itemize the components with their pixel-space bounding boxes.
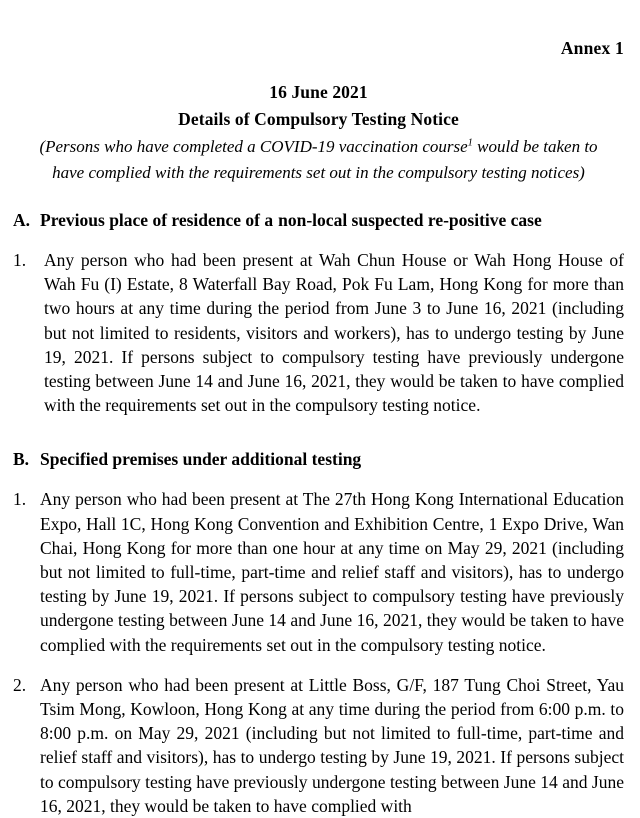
list-item: [13, 248, 624, 417]
document-date: 16 June 2021: [269, 82, 368, 102]
footnote-marker: 1: [467, 137, 473, 149]
section-a-title-part1: Previous place of residence of a: [40, 210, 274, 230]
section-b-title: Specified premises under additional testing: [40, 449, 362, 470]
section-a-letter: A.: [13, 210, 31, 230]
list-item-text: Any person who had been present at Wah Chun House or Wah Hong House of Wah Fu (I) Estate, 8 Waterfall Bay Road, Pok Fu Lam, Hong Kong for more than two hours at any time during the period from June 3 to June 16, 2021 (including but not limited to residents, visitors and workers), has to undergo testing by June 19, 2021. If persons subject to compulsory testing have previously undergone testing between June 14 and June 16, 2021, they would be taken to have complied with the requirements set out in the compulsory testing notice.: [44, 250, 624, 416]
document-title-block: [13, 80, 624, 186]
document-subtitle: [13, 134, 624, 186]
subtitle-text-tail: would be taken to have complied with the requirements set out in the compulsory testing notices): [52, 137, 598, 182]
list-item: [13, 673, 624, 818]
list-item-number: 2.: [13, 674, 27, 695]
section-b-items: [13, 487, 624, 818]
section-a-items: [13, 248, 624, 417]
list-item-text: Any person who had been present at Little Boss, G/F, 187 Tung Choi Street, Yau Tsim Mong, Kowloon, Hong Kong at any time during the period from 6:00 p.m. to 8:00 p.m. on May 29, 2021 (including but not limited to full-time, part-time and relief staff and visitors), has to undergo testing by June 19, 2021. If persons subject to compulsory testing have previously undergone testing between June 14 and June 16, 2021, they would be taken to have complied with: [40, 674, 624, 816]
list-item-number: 1.: [13, 489, 27, 510]
section-a-title-part2: non-local suspected re-positive case: [278, 210, 542, 230]
section-a-title: [40, 208, 542, 232]
section-b-letter: B.: [13, 449, 30, 470]
list-item: [13, 487, 624, 656]
annex-label: Annex 1: [560, 38, 624, 58]
section-b-heading: [13, 447, 624, 471]
subtitle-text-lead: (Persons who have completed a COVID-19 vaccination course: [39, 137, 468, 156]
list-item-number: 1.: [13, 250, 27, 270]
list-item-text: Any person who had been present at The 27th Hong Kong International Education Expo, Hall 1C, Hong Kong Convention and Exhibition Centre, 1 Expo Drive, Wan Chai, Hong Kong for more than one hour at any time on May 29, 2021 (including but not limited to full-time, part-time and relief staff and visitors), has to undergo testing by June 19, 2021. If persons subject to compulsory testing have previously undergone testing between June 14 and June 16, 2021, they would be taken to have complied with the requirements set out in the compulsory testing notice.: [40, 489, 624, 655]
section-b: [13, 447, 624, 818]
page-title: Details of Compulsory Testing Notice: [178, 109, 459, 129]
section-a-heading: [13, 208, 624, 232]
section-a: [13, 208, 624, 417]
